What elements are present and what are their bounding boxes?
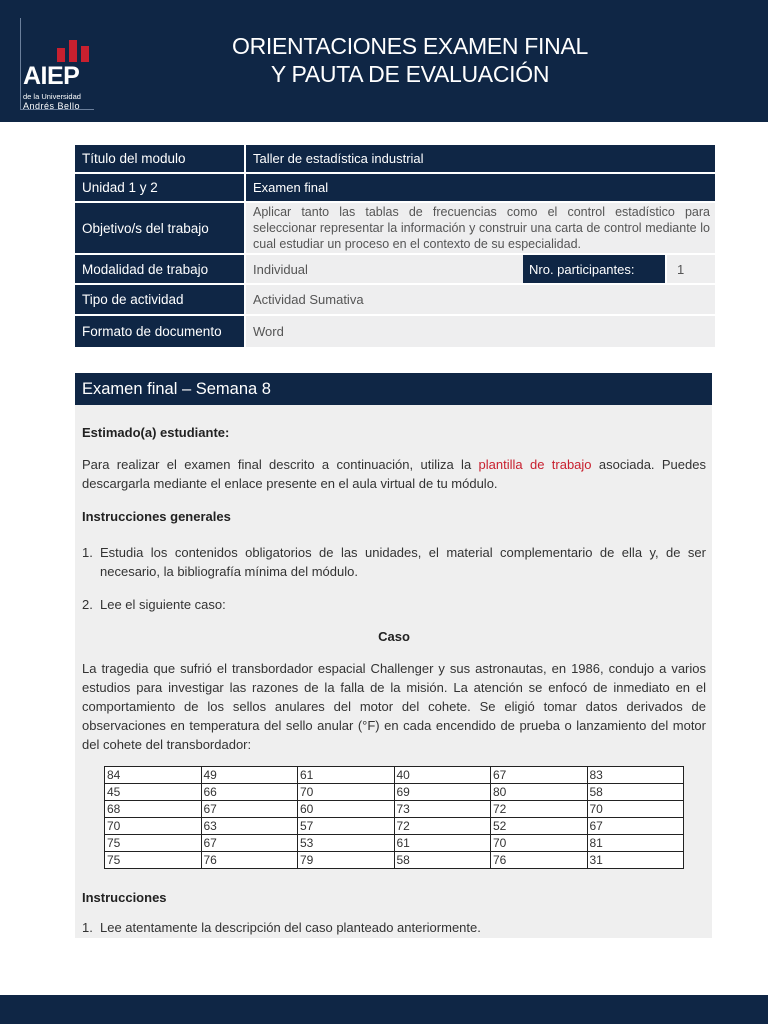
table-cell: 61 (298, 767, 395, 784)
table-row (105, 818, 684, 835)
info-label: Unidad 1 y 2 (75, 174, 244, 201)
table-row (105, 801, 684, 818)
table-cell: 84 (105, 767, 202, 784)
title-line-1: ORIENTACIONES EXAMEN FINAL (231, 33, 588, 59)
table-cell: 79 (298, 852, 395, 869)
case-heading: Caso (378, 629, 410, 644)
table-cell: 45 (105, 784, 202, 801)
table-row (105, 852, 684, 869)
participants-value: 1 (667, 255, 715, 283)
info-value: Word (246, 316, 715, 347)
table-cell: 60 (298, 801, 395, 818)
list-text: Lee atentamente la descripción del caso planteado anteriormente. (100, 920, 481, 935)
table-cell: 75 (105, 852, 202, 869)
info-row-objective (75, 203, 715, 253)
intro-paragraph (82, 455, 706, 493)
table-cell: 75 (105, 835, 202, 852)
page-header (0, 0, 768, 122)
table-cell: 63 (201, 818, 298, 835)
table-cell: 80 (491, 784, 588, 801)
info-row-activity (75, 285, 715, 314)
table-cell: 68 (105, 801, 202, 818)
info-label: Objetivo/s del trabajo (75, 203, 244, 253)
info-row-format (75, 316, 715, 347)
info-label: Título del modulo (75, 145, 244, 172)
table-cell: 76 (201, 852, 298, 869)
table-cell: 58 (394, 852, 491, 869)
info-label: Formato de documento (75, 316, 244, 347)
info-row-modality (75, 255, 715, 283)
table-row (105, 767, 684, 784)
template-link[interactable]: plantilla de trabajo (478, 457, 592, 472)
list-item (82, 595, 706, 614)
intro-text: Para realizar el examen final descrito a continuación, utiliza la (82, 457, 479, 472)
info-label: Modalidad de trabajo (75, 255, 244, 283)
intro-text-end: asociada. Puedes descargarla mediante el enlace presente en el aula virtual de tu módulo. (82, 457, 706, 491)
table-cell: 70 (298, 784, 395, 801)
table-row (105, 835, 684, 852)
table-cell: 76 (491, 852, 588, 869)
table-cell: 67 (201, 801, 298, 818)
table-cell: 58 (587, 784, 684, 801)
table-cell: 67 (491, 767, 588, 784)
temperature-table (104, 766, 684, 869)
logo-subtitle: de la Universidad (23, 92, 81, 101)
table-cell: 31 (587, 852, 684, 869)
info-value: Actividad Sumativa (246, 285, 715, 314)
list-item (82, 918, 706, 937)
instructions-heading: Instrucciones (82, 890, 167, 905)
list-number: 2. (82, 597, 93, 612)
greeting: Estimado(a) estudiante: (82, 425, 230, 440)
section-content (75, 405, 712, 938)
logo-bars-icon (57, 40, 93, 62)
table-cell: 66 (201, 784, 298, 801)
table-cell: 67 (587, 818, 684, 835)
table-cell: 70 (105, 818, 202, 835)
module-info-table (75, 145, 715, 349)
table-cell: 73 (394, 801, 491, 818)
list-text: Lee el siguiente caso: (100, 597, 226, 612)
case-paragraph: La tragedia que sufrió el transbordador espacial Challenger y sus astronautas, en 1986, condujo a varios estudios para investigar las razones de la falla de la misión. La atención se enfocó de inmediato en el comportamiento de los sellos anulares del motor del cohete. Se eligió tomar datos derivados de observaciones en temperatura del sello anular (°F) en cada encendido de prueba o lanzamiento del motor del cohete del transbordador: (82, 661, 706, 752)
table-cell: 52 (491, 818, 588, 835)
table-cell: 81 (587, 835, 684, 852)
list-text: Estudia los contenidos obligatorios de las unidades, el material complementario de ella y, de ser necesario, la bibliografía mínima del módulo. (100, 545, 706, 579)
logo-university: Andrés Bello (23, 101, 81, 111)
aiep-logo (20, 18, 94, 110)
table-cell: 67 (201, 835, 298, 852)
table-cell: 40 (394, 767, 491, 784)
info-row-unit (75, 174, 715, 201)
participants-label: Nro. participantes: (523, 255, 665, 283)
info-value: Taller de estadística industrial (246, 145, 715, 172)
table-cell: 70 (491, 835, 588, 852)
info-value: Aplicar tanto las tablas de frecuencias como el control estadístico para seleccionar representar la información y construir una carta de control mediante lo cual estudiar un proceso en el contexto de su especialidad. (246, 203, 715, 253)
table-cell: 72 (491, 801, 588, 818)
table-cell: 69 (394, 784, 491, 801)
page-title (150, 32, 670, 88)
info-value: Examen final (246, 174, 715, 201)
table-cell: 83 (587, 767, 684, 784)
title-line-2: Y PAUTA DE EVALUACIÓN (270, 61, 550, 87)
list-number: 1. (82, 920, 93, 935)
table-cell: 61 (394, 835, 491, 852)
page-footer (0, 995, 768, 1024)
table-cell: 72 (394, 818, 491, 835)
section-title: Examen final – Semana 8 (75, 373, 712, 405)
info-row-module (75, 145, 715, 172)
table-cell: 53 (298, 835, 395, 852)
table-cell: 57 (298, 818, 395, 835)
logo-wordmark: AIEP (23, 62, 80, 90)
general-instructions-heading: Instrucciones generales (82, 509, 231, 524)
list-number: 1. (82, 545, 93, 560)
table-cell: 49 (201, 767, 298, 784)
list-item (82, 543, 706, 581)
table-cell: 70 (587, 801, 684, 818)
info-value: Individual (246, 255, 523, 283)
info-label: Tipo de actividad (75, 285, 244, 314)
table-row (105, 784, 684, 801)
